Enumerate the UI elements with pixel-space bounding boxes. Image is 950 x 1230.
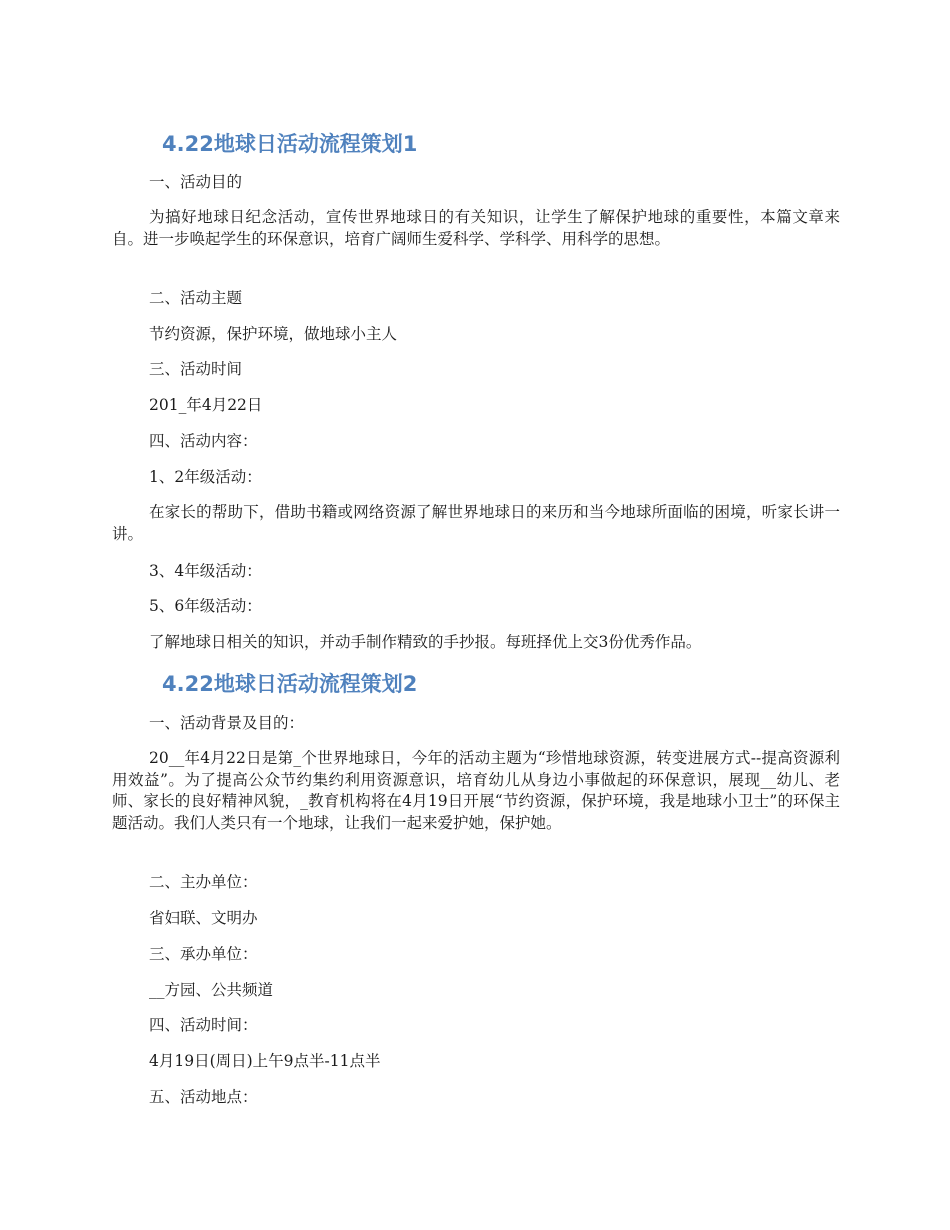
section2-organizer-text: 省妇联、文明办	[149, 909, 258, 927]
section2-coorganizer-text: __方园、公共频道	[149, 981, 274, 999]
section1-item-time: 三、活动时间	[149, 360, 243, 378]
section1-item-content: 四、活动内容：	[149, 432, 258, 450]
section1-date-text: 201_年4月22日	[149, 396, 263, 414]
section1-grade4-label: 3、4年级活动：	[149, 562, 262, 580]
section1-grade2-label: 1、2年级活动：	[149, 468, 262, 486]
section2-item-location: 五、活动地点：	[149, 1088, 258, 1106]
section1-item-purpose: 一、活动目的	[149, 173, 243, 191]
section2-background-paragraph: 20__年4月22日是第_个世界地球日，今年的活动主题为“珍惜地球资源，转变进展方式--提高资源利用效益”。为了提高公众节约集约利用资源意识，培育幼儿从身边小事做起的环保意识，展现__幼儿、老师、家长的良好精神风貌，_教育机构将在4月19日开展“节约资源，保护环境，我是地球小卫士”的环保主题活动。我们人类只有一个地球，让我们一起来爱护她，保护她。	[112, 749, 840, 832]
section2-item-time: 四、活动时间：	[149, 1016, 258, 1034]
section1-title: 4.22地球日活动流程策划1	[162, 132, 418, 156]
section1-item-theme: 二、活动主题	[149, 289, 243, 307]
section2-item-organizer: 二、主办单位：	[149, 873, 258, 891]
section1-theme-text: 节约资源，保护环境，做地球小主人	[149, 325, 398, 343]
section1-grade2-paragraph: 在家长的帮助下，借助书籍或网络资源了解世界地球日的来历和当今地球所面临的困境，听家长讲一讲。	[112, 503, 840, 543]
section2-title: 4.22地球日活动流程策划2	[162, 672, 418, 696]
section1-grade6-text: 了解地球日相关的知识，并动手制作精致的手抄报。每班择优上交3份优秀作品。	[149, 633, 702, 651]
section1-grade6-label: 5、6年级活动：	[149, 597, 262, 615]
section2-time-text: 4月19日(周日)上午9点半-11点半	[149, 1052, 381, 1070]
section1-purpose-paragraph: 为搞好地球日纪念活动，宣传世界地球日的有关知识，让学生了解保护地球的重要性，本篇文章来自。进一步唤起学生的环保意识，培育广阔师生爱科学、学科学、用科学的思想。	[112, 208, 840, 248]
section2-item-background: 一、活动背景及目的：	[149, 714, 305, 732]
section2-item-coorganizer: 三、承办单位：	[149, 945, 258, 963]
